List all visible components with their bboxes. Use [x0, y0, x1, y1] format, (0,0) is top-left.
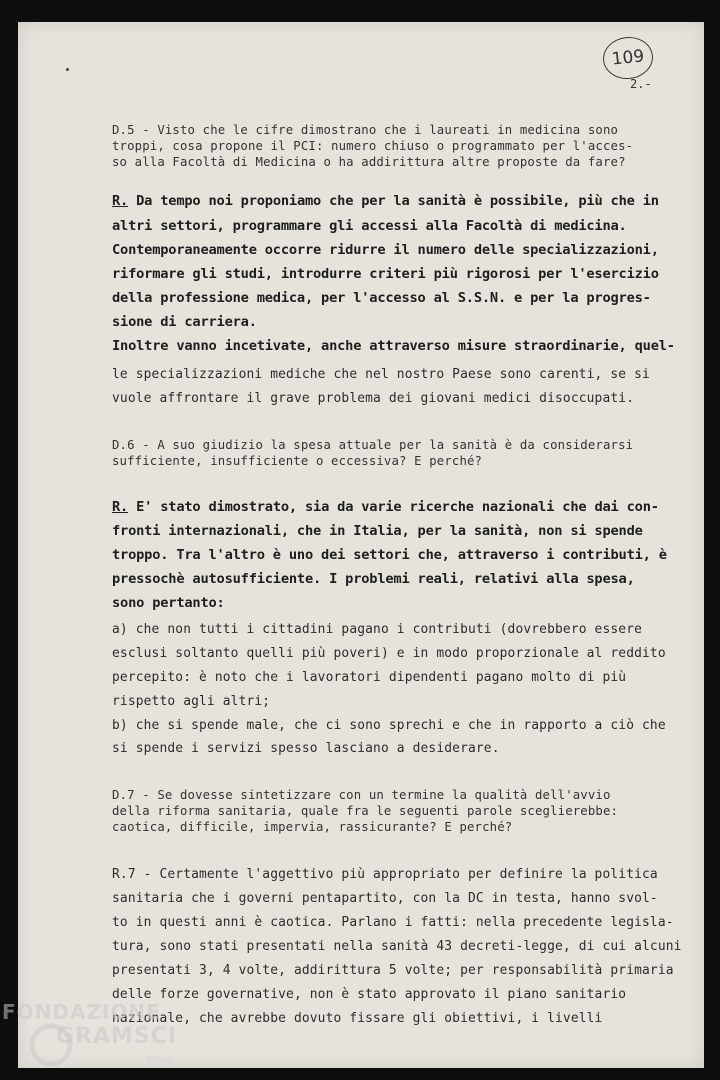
- paper-mark: [66, 68, 69, 71]
- answer-6-line: si spende i servizi spesso lasciano a desiderare.: [112, 741, 500, 756]
- answer-6-line: b) che si spende male, che ci sono sprechi e che in rapporto a ciò che: [112, 718, 666, 733]
- question-7-line: della riforma sanitaria, quale fra le seguenti parole sceglierebbe:: [112, 804, 619, 818]
- watermark-text: FONDAZIONE: [2, 1000, 161, 1024]
- answer-7-line: to in questi anni è caotica. Parlano i fatti: nella precedente legisla-: [112, 915, 674, 930]
- question-5-line: so alla Facoltà di Medicina o ha addirittura altre proposte da fare?: [112, 155, 626, 169]
- answer-6-line: esclusi soltanto quelli più poveri) e in modo proporzionale al reddito: [112, 646, 666, 661]
- answer-7-line: sanitaria che i governi pentapartito, con la DC in testa, hanno svol-: [112, 891, 658, 906]
- answer-7-line: delle forze governative, non è stato approvato il piano sanitario: [112, 987, 627, 1002]
- archive-page-number: 109: [601, 35, 655, 82]
- answer-7-line: R.7 - Certamente l'aggettivo più appropriato per definire la politica: [112, 867, 658, 882]
- question-7-line: D.7 - Se dovesse sintetizzare con un termine la qualità dell'avvio: [112, 788, 611, 802]
- answer-7-line: tura, sono stati presentati nella sanità 43 decreti-legge, di cui alcuni: [112, 939, 682, 954]
- question-5-line: troppi, cosa propone il PCI: numero chiuso o programmato per l'acces-: [112, 139, 634, 153]
- answer-6-line: R. E' stato dimostrato, sia da varie ricerche nazionali che dai con-: [112, 499, 659, 515]
- watermark-text: GRAMSCI: [56, 1024, 178, 1049]
- answer-5-line: le specializzazioni mediche che nel nostro Paese sono carenti, se si: [112, 367, 650, 382]
- answer-5-line: sione di carriera.: [112, 314, 257, 330]
- answer-marker: R.: [112, 193, 129, 209]
- answer-5-line: riformare gli studi, introdurre criteri più rigorosi per l'esercizio: [112, 266, 659, 282]
- answer-7-line: nazionale, che avrebbe dovuto fissare gli obiettivi, i livelli: [112, 1011, 603, 1026]
- document-page: [18, 22, 704, 1068]
- question-6-line: D.6 - A suo giudizio la spesa attuale per la sanità è da considerarsi: [112, 438, 634, 452]
- answer-6-line: troppo. Tra l'altro è uno dei settori che, attraverso i contributi, è: [112, 547, 667, 563]
- sheet-number: 2.-: [630, 77, 652, 91]
- answer-6-line: fronti internazionali, che in Italia, per la sanità, non si spende: [112, 523, 643, 539]
- question-6-line: sufficiente, insufficiente o eccessiva? E perché?: [112, 454, 483, 468]
- answer-marker: R.: [112, 499, 129, 515]
- answer-5-line: vuole affrontare il grave problema dei giovani medici disoccupati.: [112, 391, 635, 406]
- answer-5-line: della professione medica, per l'accesso al S.S.N. e per la progres-: [112, 290, 651, 306]
- watermark-text: onlus: [146, 1054, 173, 1065]
- answer-6-line: percepito: è noto che i lavoratori dipendenti pagano molto di più: [112, 670, 627, 685]
- question-5-line: D.5 - Visto che le cifre dimostrano che i laureati in medicina sono: [112, 123, 619, 137]
- answer-6-line: rispetto agli altri;: [112, 694, 271, 709]
- answer-5-line: altri settori, programmare gli accessi alla Facoltà di medicina.: [112, 218, 627, 234]
- answer-7-line: presentati 3, 4 volte, addirittura 5 volte; per responsabilità primaria: [112, 963, 674, 978]
- answer-5-line: Contemporaneamente occorre ridurre il numero delle specializzazioni,: [112, 242, 659, 258]
- answer-6-line: sono pertanto:: [112, 595, 225, 611]
- answer-5-line: R. Da tempo noi proponiamo che per la sanità è possibile, più che in: [112, 193, 659, 209]
- question-7-line: caotica, difficile, impervia, rassicurante? E perché?: [112, 820, 513, 834]
- answer-6-line: a) che non tutti i cittadini pagano i contributi (dovrebbero essere: [112, 622, 643, 637]
- answer-5-line: Inoltre vanno incetivate, anche attraverso misure straordinarie, quel-: [112, 338, 675, 354]
- answer-6-line: pressochè autosufficiente. I problemi reali, relativi alla spesa,: [112, 571, 635, 587]
